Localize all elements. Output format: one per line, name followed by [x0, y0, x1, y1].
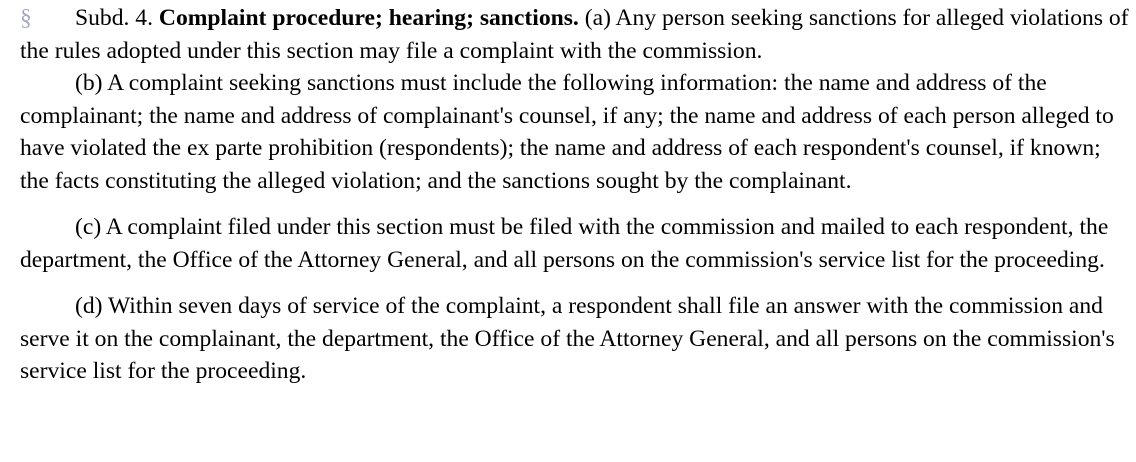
subdivision-number: Subd. 4. [75, 5, 154, 31]
statute-subdivision [20, 2, 1132, 388]
paragraph-a-text: (a) Any person seeking sanctions for alleged violations of the rules adopted under this section may file a complaint with the commission. [20, 5, 1129, 64]
paragraph-c: (c) A complaint filed under this section must be filed with the commission and mailed to each respondent, the department, the Office of the Attorney General, and all persons on the commission's service list for the proceeding. [20, 214, 1109, 273]
paragraph-a [20, 2, 1132, 67]
paragraph-d: (d) Within seven days of service of the complaint, a respondent shall file an answer with the commission and serve it on the complainant, the department, the Office of the Attorney General, and all persons on the commission's service list for the proceeding. [20, 293, 1115, 384]
paragraph-b: (b) A complaint seeking sanctions must include the following information: the name and address of the complainant; the name and address of complainant's counsel, if any; the name and address of each person alleged to have violated the ex parte prohibition (respondents); the name and address of each respondent's counsel, if known; the facts constituting the alleged violation; and the sanctions sought by the complainant. [20, 70, 1114, 194]
section-symbol-link[interactable]: § [20, 5, 32, 31]
subdivision-title: Complaint procedure; hearing; sanctions. [158, 5, 579, 31]
